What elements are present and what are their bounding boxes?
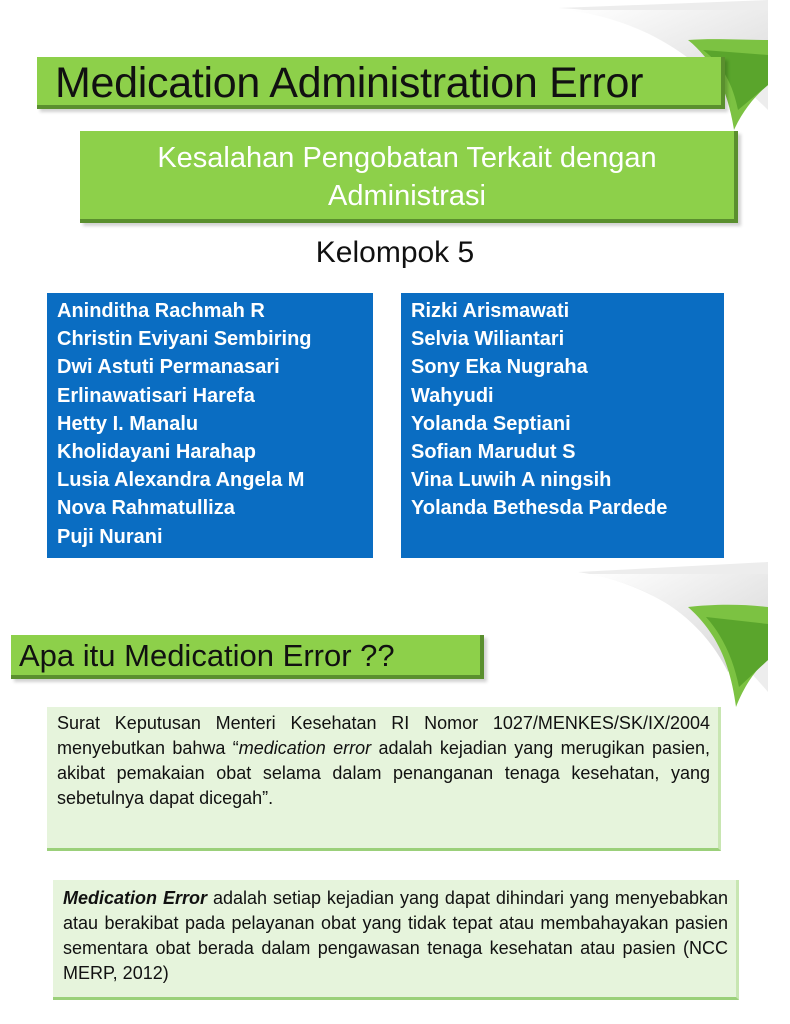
member-name: Yolanda Septiani: [411, 412, 571, 435]
member-name: Nova Rahmatulliza: [57, 497, 235, 520]
member-name: Erlinawatisari Harefa: [57, 384, 255, 407]
member-name: Aninditha Rachmah R: [57, 300, 265, 322]
member-name: Hetty I. Manalu: [57, 412, 199, 435]
member-name: Sony Eka Nugraha: [411, 356, 588, 379]
page-curl-decoration: [538, 512, 768, 712]
member-name: Sofian Marudut S: [411, 441, 576, 464]
member-name: Christin Eviyani Sembiring: [57, 328, 312, 351]
definition-box-2: [53, 880, 739, 1000]
member-name: Vina Luwih A ningsih: [411, 469, 612, 492]
term-italic: medication error: [238, 738, 372, 758]
slide-2: [0, 512, 768, 1024]
title-box: [37, 57, 725, 109]
definition-box-1: [47, 707, 721, 851]
subtitle-box: [80, 131, 738, 223]
question-heading: Apa itu Medication Error ??: [19, 638, 395, 673]
member-name: Lusia Alexandra Angela M: [57, 469, 305, 492]
group-title: Kelompok 5: [315, 236, 475, 269]
member-name: Dwi Astuti Permanasari: [57, 356, 280, 379]
member-name: Wahyudi: [411, 384, 494, 407]
member-name: Puji Nurani: [57, 525, 163, 548]
member-name: Yolanda Bethesda Pardede: [411, 497, 668, 520]
member-name: Rizki Arismawati: [411, 300, 570, 322]
slide-subtitle: Kesalahan Pengobatan Terkait dengan Administrasi: [157, 142, 657, 212]
member-name: Selvia Wiliantari: [411, 328, 565, 351]
question-box: [11, 635, 484, 679]
definition-text-2: Medication Error adalah setiap kejadian yang dapat dihindari yang menyebabkan atau berakibat pada pelayanan obat yang tidak tepat atau membahayakan pasien sementara obat berada dalam pengawasan tenaga kesehatan atau pasien (NCC MERP, 2012): [63, 888, 728, 983]
definition-text-1: Surat Keputusan Menteri Kesehatan RI Nomor 1027/MENKES/SK/IX/2004 menyebutkan bahwa “medication error adalah kejadian yang merugikan pasien, akibat pemakaian obat selama dalam penanganan tenaga kesehatan, yang sebetulnya dapat dicegah”.: [57, 713, 711, 808]
member-name: Kholidayani Harahap: [57, 441, 256, 464]
slide-title: Medication Administration Error: [55, 59, 644, 107]
term-bold-italic: Medication Error: [63, 888, 207, 908]
